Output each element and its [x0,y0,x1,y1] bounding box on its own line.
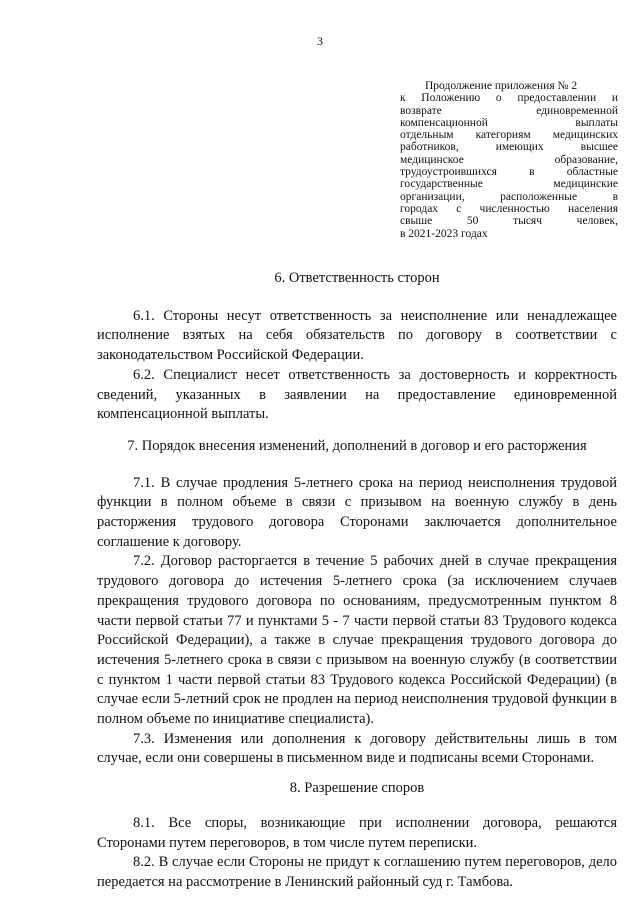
appendix-line: городах с численностью населения [400,202,618,215]
page-number: 3 [317,34,323,48]
appendix-line: государственные медицинские [400,178,618,191]
appendix-line: в 2021-2023 годах [400,227,488,240]
appendix-line: к Положению о предоставлении и [400,92,618,105]
paragraph-6-1: 6.1. Стороны несут ответственность за неисполнение или ненадлежащее исполнение взятых на себя обязательств по договору в соответствии с законодательством Российской Федерации. [97,307,617,364]
paragraph-8-1: 8.1. Все споры, возникающие при исполнении договора, решаются Сторонами путем переговоров, в том числе путем переписки. [97,814,617,851]
appendix-line: отдельным категориям медицинских [400,129,618,142]
appendix-header [400,80,618,240]
paragraph-8-2: 8.2. В случае если Стороны не придут к соглашению путем переговоров, дело передается на рассмотрение в Ленинский районный суд г. Тамбова. [97,854,617,890]
document-body [97,269,617,893]
paragraph-6-2: 6.2. Специалист несет ответственность за достоверность и корректность сведений, указанных в заявлении на предоставление единовременной компенсационной выплаты. [97,366,617,423]
appendix-line: возврате единовременной [400,104,618,117]
paragraph-7-1: 7.1. В случае продления 5-летнего срока на период неисполнения трудовой функции в полном объеме в связи с призывом на военную службу в день расторжения трудового договора Сторонами заключается дополнительное соглашение к договору. [97,474,617,550]
appendix-line: свыше 50 тысяч человек, [400,215,618,228]
section-6-title: 6. Ответственность сторон [274,270,440,286]
paragraph-7-2: 7.2. Договор расторгается в течение 5 рабочих дней в случае прекращения трудового договора до истечения 5-летнего срока (за исключением случаев прекращения трудового договора по основаниям, предусмотренным пунктом 8 части первой статьи 77 и пунктами 5 - 7 части первой статьи 83 Трудового кодекса Российской Федерации), а также в случае прекращения трудового договора до истечения 5-летнего срока в связи с призывом на военную службу (в соответствии с пунктом 1 части первой статьи 83 Трудового кодекса Российской Федерации) (в случае если 5-летний срок не продлен на период неисполнения трудовой функции в полном объеме по инициативе специалиста). [97,553,617,728]
appendix-line: трудоустроившихся в областные [400,166,618,179]
appendix-line: организации, расположенные в [400,190,618,203]
section-8-title: 8. Разрешение споров [289,780,425,797]
section-7-title: 7. Порядок внесения изменений, дополнений в договор и его расторжения [127,437,587,454]
appendix-line: компенсационной выплаты [400,116,618,129]
paragraph-7-3: 7.3. Изменения или дополнения к договору действительны лишь в том случае, если они совершены в письменном виде и подписаны всеми Сторонами. [97,730,617,767]
appendix-line: Продолжение приложения № 2 [425,80,578,92]
appendix-line: медицинское образование, [400,153,618,166]
appendix-line: работников, имеющих высшее [400,141,618,154]
